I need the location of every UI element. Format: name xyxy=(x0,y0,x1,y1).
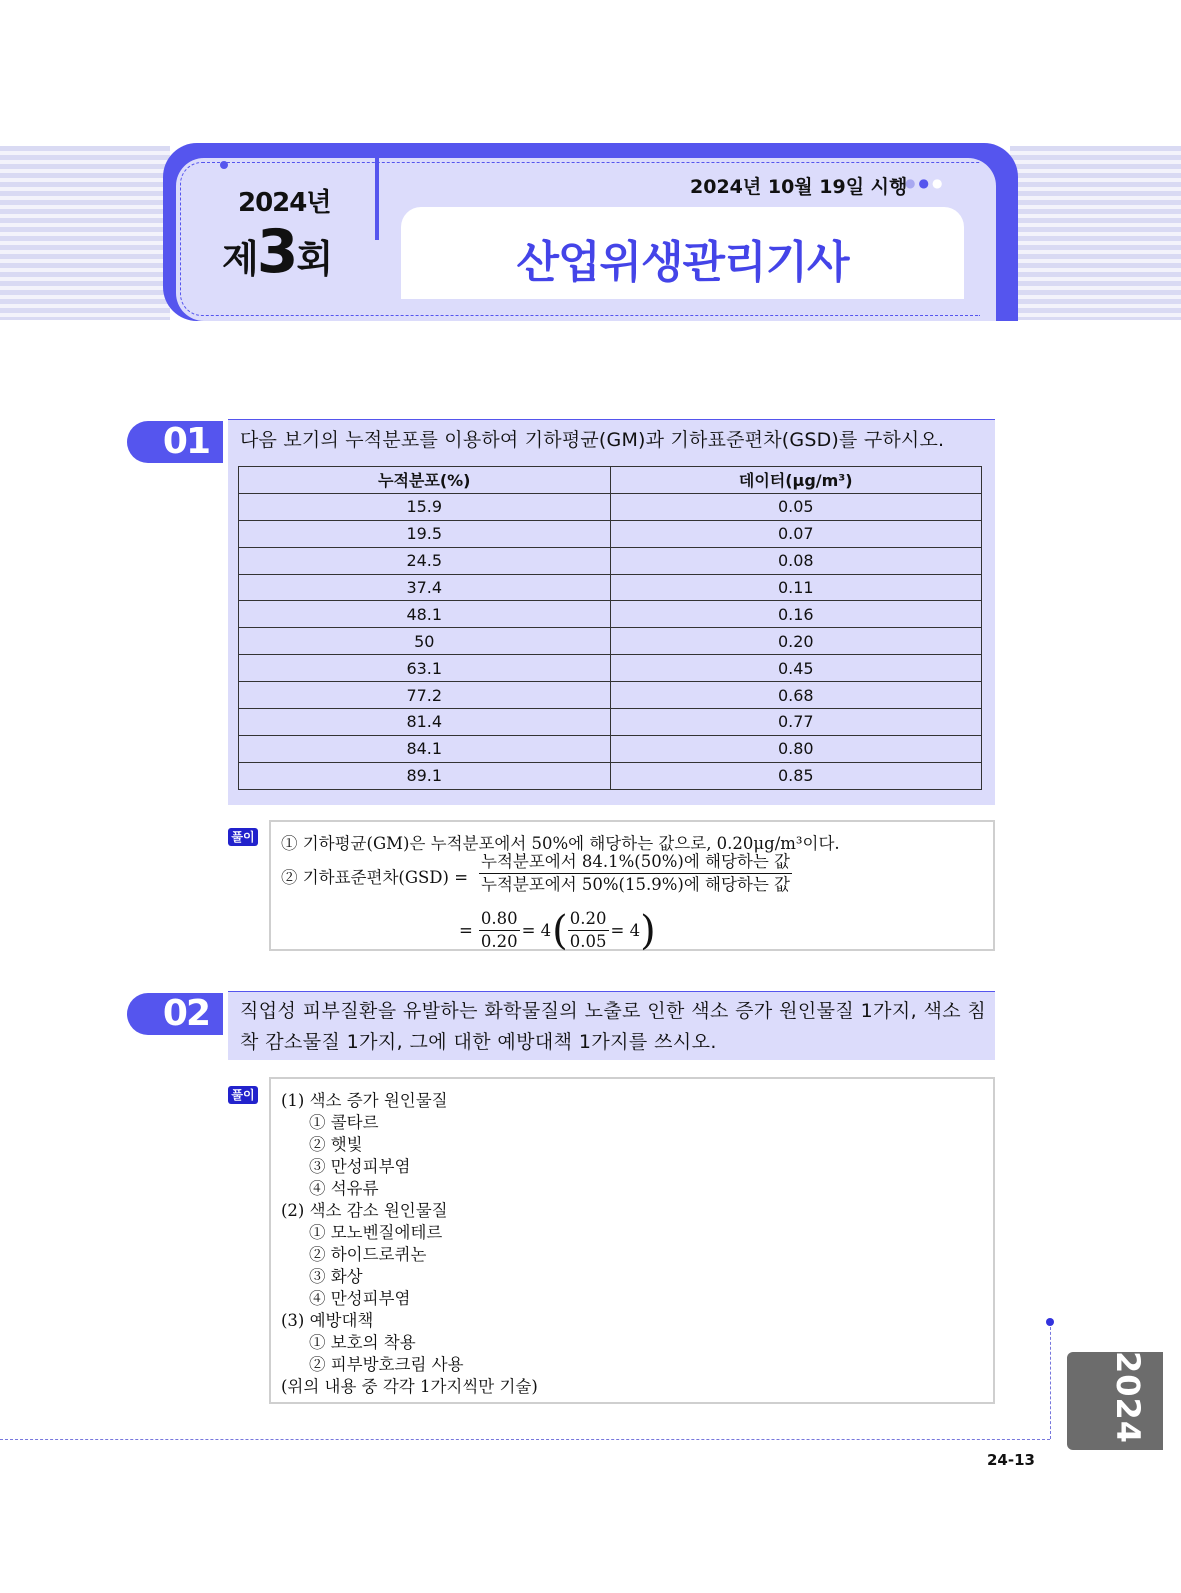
table-cell: 50 xyxy=(239,628,611,655)
solution-2-line: ④ 석유류 xyxy=(309,1179,379,1198)
table-row xyxy=(239,682,982,709)
header-stripe-left xyxy=(0,146,170,320)
solution-2-line: ③ 만성피부염 xyxy=(309,1157,411,1176)
table-cell: 19.5 xyxy=(239,520,611,547)
table-cell: 0.45 xyxy=(610,655,982,682)
table-row xyxy=(239,574,982,601)
table-row xyxy=(239,628,982,655)
table-cell: 0.07 xyxy=(610,520,982,547)
calc-fraction-2-num: 0.20 xyxy=(568,908,609,931)
table-cell: 0.05 xyxy=(610,493,982,520)
calc-fraction-2 xyxy=(568,908,609,953)
solution-2-line: ② 햇빛 xyxy=(309,1135,363,1154)
table-cell: 0.77 xyxy=(610,709,982,736)
gsd-denominator: 누적분포에서 50%(15.9%)에 해당하는 값 xyxy=(481,875,790,894)
solution-2-line: (2) 색소 감소 원인물질 xyxy=(281,1201,448,1220)
table-cell: 0.08 xyxy=(610,547,982,574)
solution-2-line: ① 보호의 착용 xyxy=(309,1333,416,1352)
eq-mid: = 4 xyxy=(521,921,552,940)
solution-1-line2-label: ② 기하표준편차(GSD) = xyxy=(281,868,469,887)
table-cell: 0.80 xyxy=(610,735,982,762)
calc-fraction-1-den: 0.20 xyxy=(480,932,518,951)
round-suffix: 회 xyxy=(296,237,332,281)
solution-2-line: ② 피부방호크림 사용 xyxy=(309,1355,464,1374)
table-cell: 63.1 xyxy=(239,655,611,682)
solution-2-line: ① 콜타르 xyxy=(309,1113,379,1132)
table-cell: 24.5 xyxy=(239,547,611,574)
table-row xyxy=(239,762,982,789)
solution-2-line: ④ 만성피부염 xyxy=(309,1289,411,1308)
table-cell: 0.20 xyxy=(610,628,982,655)
table-cell: 0.85 xyxy=(610,762,982,789)
left-paren-icon: ( xyxy=(552,907,568,954)
table-header-row xyxy=(239,467,982,494)
table-cell: 0.16 xyxy=(610,601,982,628)
question-2-number: 02 xyxy=(127,993,223,1035)
exam-year: 2024년 xyxy=(238,188,331,218)
solution-1-line1: ① 기하평균(GM)은 누적분포에서 50%에 해당하는 값으로, 0.20μg/m³이다. xyxy=(281,834,840,853)
eq-end: = 4 xyxy=(610,921,641,940)
table-row xyxy=(239,655,982,682)
round-number: 3 xyxy=(256,217,297,287)
header-stripe-right xyxy=(1010,146,1181,320)
footer-dashed-line xyxy=(0,1439,1050,1440)
page-number: 24-13 xyxy=(987,1451,1035,1469)
table-cell: 89.1 xyxy=(239,762,611,789)
solution-2-line: ① 모노벤질에테르 xyxy=(309,1223,443,1242)
table-cell: 48.1 xyxy=(239,601,611,628)
solution-1-tag: 풀이 xyxy=(228,828,258,846)
table-cell: 0.68 xyxy=(610,682,982,709)
table-cell: 0.11 xyxy=(610,574,982,601)
gsd-calculation xyxy=(459,908,656,953)
page-title: 산업위생관리기사 xyxy=(516,237,849,288)
calc-fraction-1-num: 0.80 xyxy=(479,908,520,931)
table-row xyxy=(239,493,982,520)
table-header-cell: 데이터(μg/m³) xyxy=(610,467,982,494)
exam-date: 2024년 10월 19일 시행 xyxy=(690,176,908,198)
table-cell: 81.4 xyxy=(239,709,611,736)
solution-2-line: (1) 색소 증가 원인물질 xyxy=(281,1091,448,1110)
distribution-table xyxy=(238,466,982,790)
question-1-number: 01 xyxy=(127,421,223,463)
solution-2-box xyxy=(269,1077,995,1404)
calc-fraction-2-den: 0.05 xyxy=(569,932,607,951)
table-header-cell: 누적분포(%) xyxy=(239,467,611,494)
year-side-tab-label: 2024 xyxy=(1109,1351,1147,1445)
gsd-fraction xyxy=(479,851,792,896)
footer-vertical-dash xyxy=(1050,1322,1051,1439)
header-dots-icon: ●●● xyxy=(905,176,946,190)
solution-2-line: (위의 내용 중 각각 1가지씩만 기술) xyxy=(281,1377,538,1396)
calc-fraction-1 xyxy=(479,908,520,953)
right-paren-icon: ) xyxy=(640,907,656,954)
header-divider xyxy=(375,158,379,240)
solution-2-line: ③ 화상 xyxy=(309,1267,363,1286)
table-cell: 15.9 xyxy=(239,493,611,520)
table-cell: 84.1 xyxy=(239,735,611,762)
eq-prefix: = xyxy=(459,921,473,940)
solution-2-line: ② 하이드로퀴논 xyxy=(309,1245,427,1264)
question-1-text: 다음 보기의 누적분포를 이용하여 기하평균(GM)과 기하표준편차(GSD)를 구하시오. xyxy=(240,429,945,451)
gsd-numerator: 누적분포에서 84.1%(50%)에 해당하는 값 xyxy=(479,851,792,874)
question-2-text-line2: 착 감소물질 1가지, 그에 대한 예방대책 1가지를 쓰시오. xyxy=(240,1031,717,1053)
round-prefix: 제 xyxy=(222,237,257,281)
table-cell: 37.4 xyxy=(239,574,611,601)
solution-1-box xyxy=(269,820,995,954)
header-dot-icon xyxy=(220,161,228,169)
table-cell: 77.2 xyxy=(239,682,611,709)
table-row xyxy=(239,601,982,628)
solution-2-tag: 풀이 xyxy=(228,1086,258,1104)
table-row xyxy=(239,520,982,547)
solution-2-line: (3) 예방대책 xyxy=(281,1311,374,1330)
exam-round xyxy=(222,217,332,287)
table-row xyxy=(239,547,982,574)
table-row xyxy=(239,735,982,762)
table-row xyxy=(239,709,982,736)
question-2-text-line1: 직업성 피부질환을 유발하는 화학물질의 노출로 인한 색소 증가 원인물질 1가지, 색소 침 xyxy=(240,1000,987,1022)
footer-dot-icon xyxy=(1046,1318,1054,1326)
